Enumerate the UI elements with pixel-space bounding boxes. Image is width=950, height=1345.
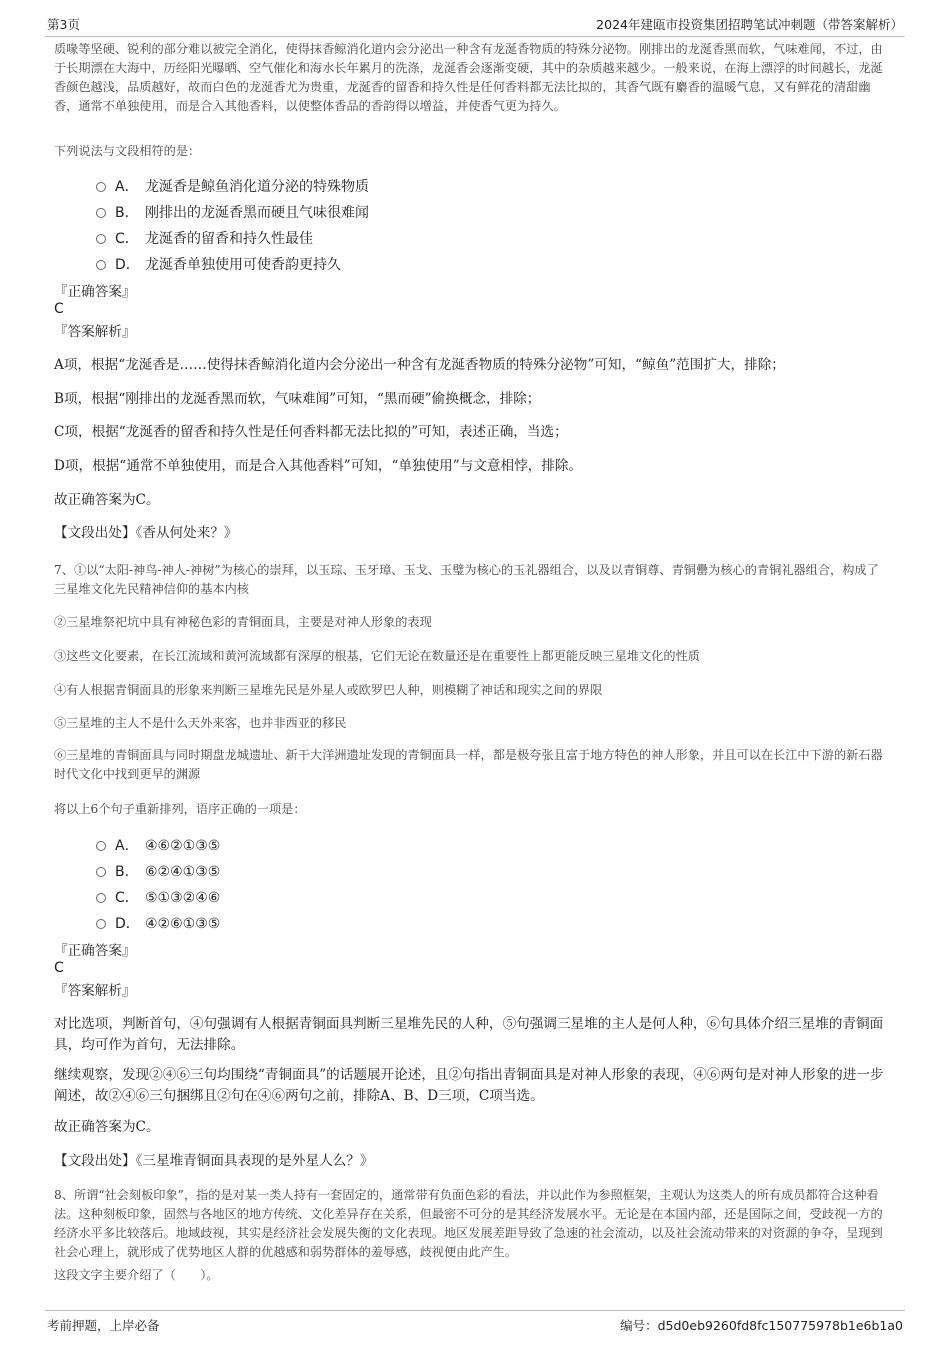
q8-stem: 8、所谓“社会刻板印象”，指的是对某一类人持有一套固定的，通常带有负面色彩的看法，并以此作为参照框架，主观认为这类人的所有成员都符合这种看法。这种刻板印象，固然与各地区的地方传统、文化差异存在关系，但最密不可分的是其经济发展水平。无论是在本国内部，还是国际之间，受歧视一方的经济水平多比较落后。地域歧视，其实是经济社会发展失衡的文化表现。地区发展差距导致了急速的社会流动，以及社会流动带来的对资源的争夺，呈现到社会心理上，就形成了优势地区人群的优越感和弱势群体的羞辱感，歧视便由此产生。 [54,1188,883,1259]
q6-analysis-label: 『答案解析』 [54,324,136,340]
q7-option-c[interactable]: C． ⑤①③②④⑥ [96,887,220,907]
q7-option-d[interactable]: D． ④②⑥①③⑤ [96,913,220,933]
page-header [45,12,905,37]
q6-analysis-d: D项，根据“通常不单独使用，而是合入其他香料”可知，“单独使用”与文意相悖，排除。 [54,458,583,474]
q7-answer: C [54,960,64,976]
radio-icon[interactable] [96,234,106,244]
q6-option-c[interactable]: C． 龙涎香的留香和持久性最佳 [96,228,313,248]
q6-option-a[interactable]: A． 龙涎香是鲸鱼消化道分泌的特殊物质 [96,176,369,196]
q6-answer: C [54,301,64,317]
q6-passage: 质喙等坚硬、锐利的部分难以被完全消化，使得抹香鲸消化道内会分泌出一种含有龙涎香物质的特殊分泌物。刚排出的龙涎香黑而软，气味难闻，不过，由于长期漂在大海中，历经阳光曝晒、空气催化和海水长年累月的洗涤，龙涎香会逐渐变硬，其中的杂质越来越少。一般来说，在海上漂浮的时间越长，龙涎香颜色越浅，品质越好，故而白色的龙涎香尤为贵重，龙涎香的留香和持久性是任何香料都无法比拟的，其香气既有麝香的温暖气息，又有鲜花的清甜幽香，通常不单独使用，而是合入其他香料，以使整体香品的香韵得以增益，并使香气更为持久。 [54,42,883,113]
page-footer [45,1310,905,1337]
q7-analysis-1: 对比选项，判断首句，④句强调有人根据青铜面具判断三星堆先民的人种，⑤句强调三星堆的主人是何人种，⑥句具体介绍三星堆的青铜面具，均可作为首句，无法排除。 [54,1016,884,1053]
q6-analysis-a: A项，根据“龙涎香是……使得抹香鲸消化道内会分泌出一种含有龙涎香物质的特殊分泌物”可知，“鲸鱼”范围扩大，排除； [54,357,785,373]
q6-option-d[interactable]: D． 龙涎香单独使用可使香韵更持久 [96,254,341,274]
q7-option-b[interactable]: B． ⑥②④①③⑤ [96,861,220,881]
page-number: 第3页 [47,17,80,32]
footer-slogan: 考前押题，上岸必备 [47,1318,160,1333]
q7-sentence-4: ④有人根据青铜面具的形象来判断三星堆先民是外星人或欧罗巴人种，则模糊了神话和现实之间的界限 [54,683,603,697]
radio-icon[interactable] [96,841,106,851]
document-title: 2024年建瓯市投资集团招聘笔试冲刺题（带答案解析） [596,17,903,32]
q6-answer-label: 『正确答案』 [54,284,136,300]
radio-icon[interactable] [96,867,106,877]
q7-analysis-2: 继续观察，发现②④⑥三句均围绕“青铜面具”的话题展开论述，且②句指出青铜面具是对神人形象的表现，④⑥两句是对神人形象的进一步阐述，故②④⑥三句捆绑且②句在④⑥两句之前，排除A、B、D三项，C项当选。 [54,1067,884,1104]
q6-source: 【文段出处】《香从何处来？》 [54,525,238,541]
radio-icon[interactable] [96,919,106,929]
q7-sentence-2: ②三星堆祭祀坑中具有神秘色彩的青铜面具，主要是对神人形象的表现 [54,615,432,629]
q6-analysis-c: C项，根据“龙涎香的留香和持久性是任何香料都无法比拟的”可知，表述正确，当选； [54,424,568,440]
q7-sentence-5: ⑤三星堆的主人不是什么天外来客，也并非西亚的移民 [54,716,347,730]
q7-conclusion: 故正确答案为C。 [54,1119,160,1135]
document-id: 编号：d5d0eb9260fd8fc150775978b1e6b1a0 [620,1318,903,1333]
q8-prompt: 这段文字主要介绍了（ ）。 [54,1268,219,1282]
q6-analysis-b: B项，根据“刚排出的龙涎香黑而软，气味难闻”可知，“黑而硬”偷换概念，排除； [54,391,541,407]
radio-icon[interactable] [96,182,106,192]
q6-prompt: 下列说法与文段相符的是： [54,144,201,158]
q7-option-a[interactable]: A． ④⑥②①③⑤ [96,835,220,855]
q7-prompt: 将以上6个句子重新排列，语序正确的一项是： [54,802,306,816]
radio-icon[interactable] [96,260,106,270]
q6-conclusion: 故正确答案为C。 [54,492,160,508]
q7-stem: 7、①以“太阳-神鸟-神人-神树”为核心的崇拜，以玉琮、玉牙璋、玉戈、玉璧为核心的玉礼器组合，以及以青铜尊、青铜罍为核心的青铜礼器组合，构成了三星堆文化先民精神信仰的基本内核 [54,563,879,596]
q6-option-b[interactable]: B． 刚排出的龙涎香黑而硬且气味很难闻 [96,202,369,222]
radio-icon[interactable] [96,208,106,218]
q7-sentence-6: ⑥三星堆的青铜面具与同时期盘龙城遗址、新干大洋洲遗址发现的青铜面具一样，都是极夸张且富于地方特色的神人形象，并且可以在长江中下游的新石器时代文化中找到更早的渊源 [54,748,883,781]
radio-icon[interactable] [96,893,106,903]
q7-source: 【文段出处】《三星堆青铜面具表现的是外星人么？》 [54,1153,374,1169]
q7-sentence-3: ③这些文化要素，在长江流域和黄河流域都有深厚的根基，它们无论在数量还是在重要性上都更能反映三星堆文化的性质 [54,649,700,663]
q7-analysis-label: 『答案解析』 [54,983,136,999]
q7-answer-label: 『正确答案』 [54,943,136,959]
